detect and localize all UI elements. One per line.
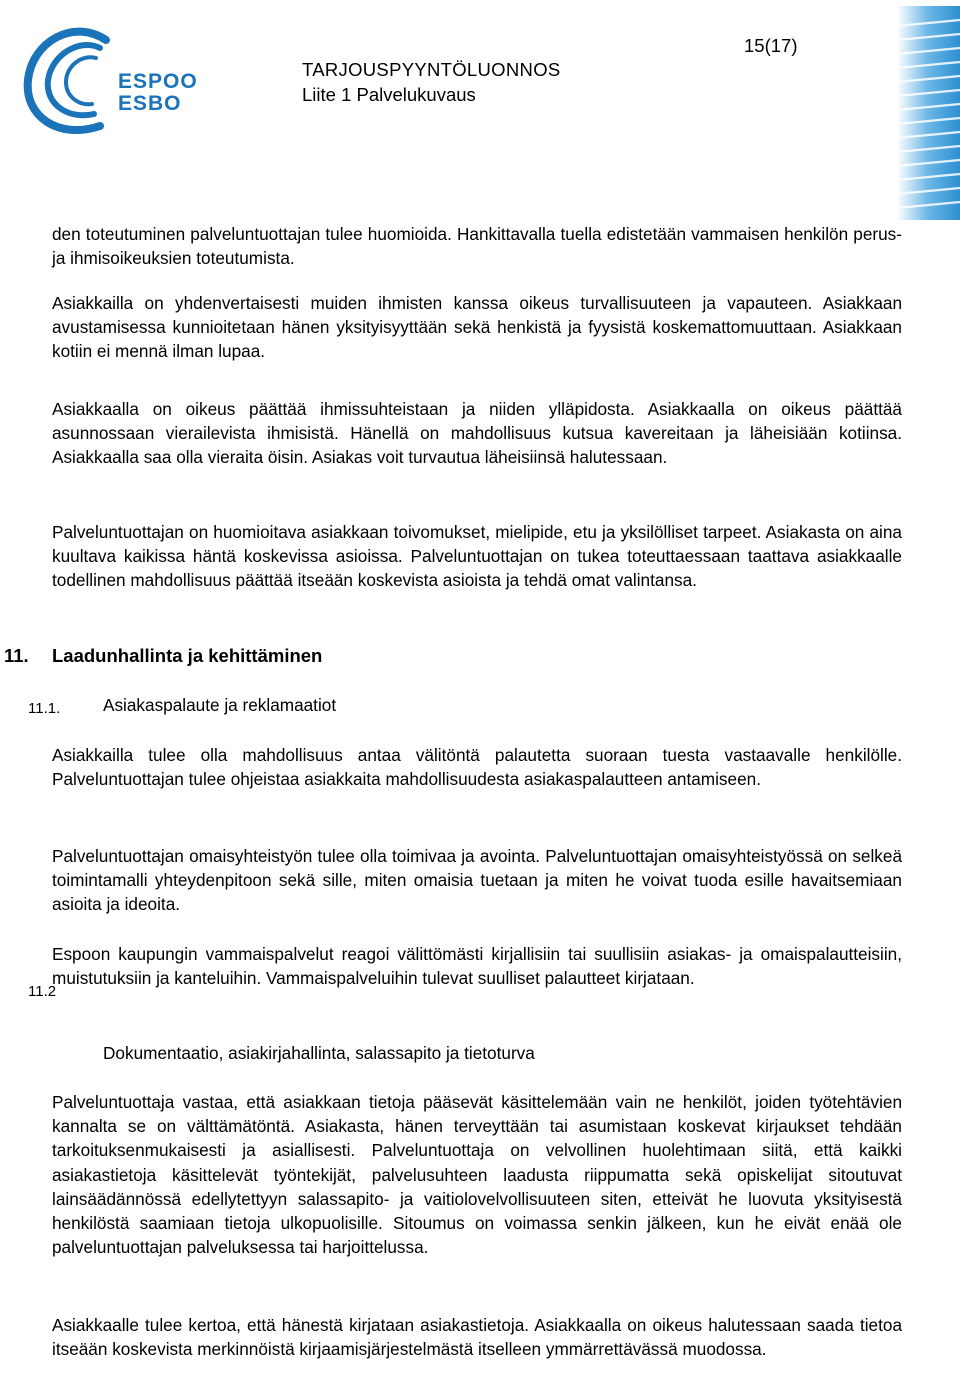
section-11-1-paragraph-3: Espoon kaupungin vammaispalvelut reagoi välittömästi kirjallisiin tai suullisiin asiakas- ja omaispalautteisiin, muistutuksiin ja kanteluihin. Vammaispalveluihin tulevat suulliset palautteet kirjataan. bbox=[52, 944, 902, 989]
paragraph-3: Asiakkaalla on oikeus päättää ihmissuhteistaan ja niiden ylläpidosta. Asiakkaalla on oikeus päättää asunnossaan vierailevista ihmisistä. Hänellä on mahdollisuus kutsua kavereitaan ja läheisiään kotiinsa. Asiakkaalla saa olla vieraita öisin. Asiakas voit turvautua läheisiinsä halutessaan. bbox=[52, 399, 902, 468]
section-11-2-title: Dokumentaatio, asiakirjahallinta, salassapito ja tietoturva bbox=[103, 1043, 535, 1063]
paragraph-2: Asiakkailla on yhdenvertaisesti muiden ihmisten kanssa oikeus turvallisuuteen ja vapauteen. Asiakkaan avustamisessa kunnioitetaan hänen yksityisyyttään sekä henkistä ja fyysistä koskemattomuuttaan. Asiakkaan kotiin ei mennä ilman lupaa. bbox=[52, 293, 902, 362]
logo-wordmark bbox=[118, 71, 198, 115]
section-11-2-paragraph-1: Palveluntuottaja vastaa, että asiakkaan tietoja pääsevät käsittelemään vain ne henkilöt, joiden työtehtävien kannalta se on välttämätöntä. Asiakasta, hänen terveyttään tai asumistaan koskevat kirjaukset tehdään tarkoituksenmukaisesti ja asiallisesti. Palveluntuottaja on velvollinen huolehtimaan siitä, että kaikki asiakastietoja käsittelevät työntekijät, palvelusuhteen laadusta riippumatta sekä opiskelijat sitoutuvat lainsäädännössä edellytettyyn salassapito- ja vaitiolovelvollisuuteen siten, etteivät he luovuta yksityisestä henkilöstä saamiaan tietoja ulkopuolisille. Sitoumus on voimassa senkin jälkeen, kun he eivät enää ole palveluntuottajan palveluksessa tai harjoittelussa. bbox=[52, 1092, 902, 1258]
section-11-2-paragraph-2: Asiakkaalle tulee kertoa, että hänestä kirjataan asiakastietoja. Asiakkaalla on oikeus halutessaan saada tietoa itseään koskevista merkinnöistä kirjaamisjärjestelmästä itselleen ymmärrettävässä muodossa. bbox=[52, 1315, 902, 1360]
section-11-title: Laadunhallinta ja kehittäminen bbox=[52, 645, 323, 666]
section-11-1-paragraph-1: Asiakkailla tulee olla mahdollisuus antaa välitöntä palautetta suoraan tuesta vastaavalle henkilölle. Palveluntuottajan tulee ohjeistaa asiakkaita mahdollisuudesta asiakaspalautteen antamiseen. bbox=[52, 745, 902, 790]
page-number: 15(17) bbox=[744, 35, 798, 56]
section-11-1-title: Asiakaspalaute ja reklamaatiot bbox=[103, 695, 337, 715]
logo-line-esbo: ESBO bbox=[118, 92, 182, 115]
section-11-1-paragraph-2: Palveluntuottajan omaisyhteistyön tulee olla toimivaa ja avointa. Palveluntuottajan omaisyhteistyössä on selkeä toimintamalli yhteydenpitoon sekä sille, miten omaisia tuetaan ja miten he voivat tuoda esille havaitsemiaan asioita ja ideoita. bbox=[52, 846, 902, 915]
logo-line-espoo: ESPOO bbox=[118, 70, 198, 93]
paragraph-4: Palveluntuottajan on huomioitava asiakkaan toivomukset, mielipide, etu ja yksilölliset tarpeet. Asiakasta on aina kuultava kaikissa häntä koskevissa asioissa. Palveluntuottajan on tukea toteuttaessaan taattava asiakkaalle todellinen mahdollisuus päättää itseään koskevista asioista ja tehdä omat valintansa. bbox=[52, 522, 902, 591]
document-subtitle: Liite 1 Palvelukuvaus bbox=[302, 84, 476, 105]
paragraph-1: den toteutuminen palveluntuottajan tulee huomioida. Hankittavalla tuella edistetään vammaisen henkilön perus- ja ihmisoikeuksien toteutumista. bbox=[52, 224, 902, 269]
section-11-2-number: 11.2 bbox=[28, 983, 57, 1000]
section-11-1-number: 11.1. bbox=[28, 700, 61, 717]
section-11-number: 11. bbox=[4, 645, 29, 666]
decorative-stripes bbox=[897, 6, 960, 220]
document-title: TARJOUSPYYNTÖLUONNOS bbox=[302, 59, 561, 80]
